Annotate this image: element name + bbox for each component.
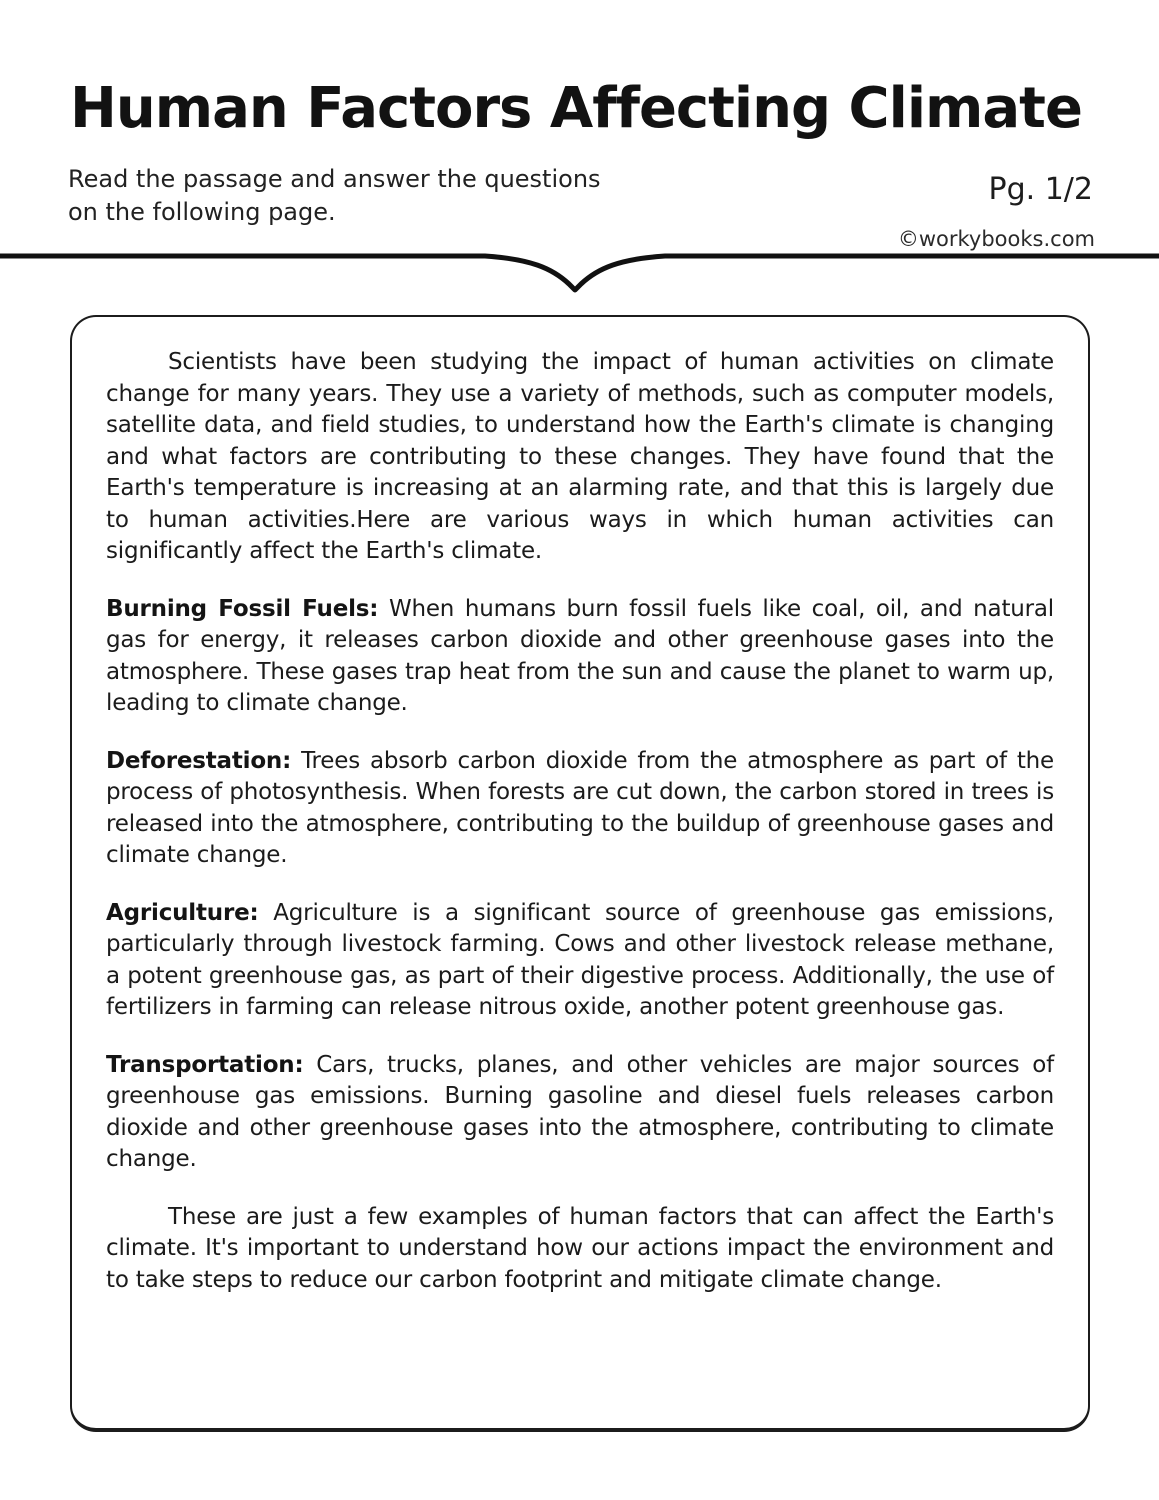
conclusion-paragraph: These are just a few examples of human factors that can affect the Earth's climate. It's important to understand how our actions impact the environment and to take steps to reduce our carbon footprint and mitigate climate change.: [106, 1203, 1054, 1293]
section-text: When humans burn fossil fuels like coal, oil, and natural gas for energy, it releases carbon dioxide and other greenhouse gases into the atmosphere. These gases trap heat from the sun and cause the planet to warm up, leading to climate change.: [106, 595, 1054, 716]
section-label: Burning Fossil Fuels:: [106, 595, 379, 622]
notched-divider-line: [0, 250, 1159, 300]
instruction-text: [68, 163, 708, 229]
section-label: Transportation:: [106, 1051, 304, 1078]
section-deforestation: [106, 746, 1054, 872]
section-transportation: [106, 1050, 1054, 1176]
section-agriculture: [106, 898, 1054, 1024]
instruction-line-1: Read the passage and answer the questions: [68, 165, 601, 193]
section-label: Agriculture:: [106, 899, 259, 926]
section-label: Deforestation:: [106, 747, 292, 774]
page-title: Human Factors Affecting Climate: [70, 76, 1082, 141]
section-text: Cars, trucks, planes, and other vehicles are major sources of greenhouse gas emissions. Burning gasoline and diesel fuels releases carbon dioxide and other greenhouse gases into the atmosphere, contributing to climate change.: [106, 1051, 1054, 1172]
intro-paragraph: Scientists have been studying the impact of human activities on climate change for many years. They use a variety of methods, such as computer models, satellite data, and field studies, to understand how the Earth's climate is changing and what factors are contributing to these changes. They have found that the Earth's temperature is increasing at an alarming rate, and that this is largely due to human activities.Here are various ways in which human activities can significantly affect the Earth's climate.: [106, 349, 1054, 564]
section-text: Trees absorb carbon dioxide from the atmosphere as part of the process of photosynthesis. When forests are cut down, the carbon stored in trees is released into the atmosphere, contributing to the buildup of greenhouse gases and climate change.: [106, 747, 1054, 868]
passage-box: [70, 315, 1090, 1432]
copyright-text: ©workybooks.com: [897, 227, 1095, 251]
section-text: Agriculture is a significant source of greenhouse gas emissions, particularly through livestock farming. Cows and other livestock release methane, a potent greenhouse gas, as part of their digestive process. Additionally, the use of fertilizers in farming can release nitrous oxide, another potent greenhouse gas.: [106, 899, 1054, 1020]
page-number-label: Pg. 1/2: [988, 172, 1093, 207]
instruction-line-2: on the following page.: [68, 198, 336, 227]
section-burning-fossil-fuels: [106, 594, 1054, 720]
